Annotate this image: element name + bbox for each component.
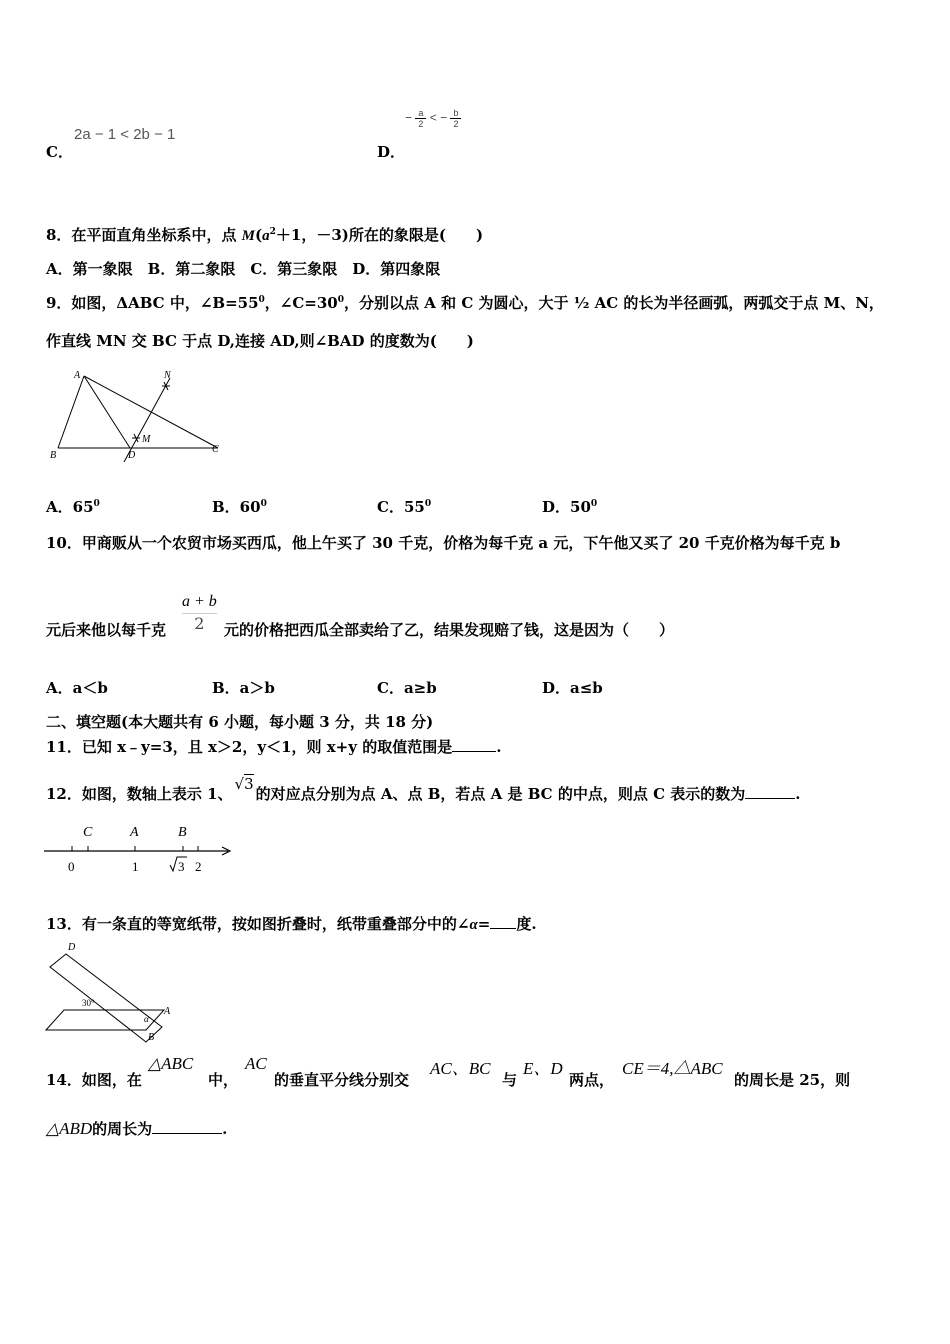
q9-option-b: B．$60^0$ — [212, 498, 267, 516]
q11-stem: 11．已知 x﹣y=3，且 x＞2，y＜1，则 x+y 的取值范围是 . — [46, 738, 502, 756]
q9-option-c: C．$55^0$ — [377, 498, 432, 516]
q12-tick-sqrt3: 3 — [178, 859, 185, 874]
section2-title: 二、填空题(本大题共有 6 小题，每小题 3 分，共 18 分) — [46, 713, 434, 731]
q14-e-d: E、D — [523, 1059, 563, 1078]
q12-stem: 12．如图，数轴上表示 1、√3的对应点分别为点 A、点 B，若点 A 是 BC 的中点，则点 C 表示的数为 . — [46, 775, 801, 803]
q13-stem: 13．有一条直的等宽纸带，按如图折叠时，纸带重叠部分中的∠α= 度. — [46, 915, 537, 933]
q14-ac-bc: AC、BC — [430, 1059, 491, 1078]
q14-text-4: 两点， — [569, 1071, 615, 1089]
q9-label-d: D — [128, 450, 136, 461]
q13-angle-alpha: α — [144, 1014, 149, 1024]
q14-ac: AC — [245, 1054, 267, 1073]
q13-label-a: A — [164, 1006, 171, 1017]
q14-answer-blank[interactable] — [152, 1133, 222, 1134]
q9-option-d: D．$50^0$ — [542, 498, 598, 516]
q13-fold-figure — [44, 938, 184, 1044]
q9-stem-line2: 作直线 MN 交 BC 于点 D,连接 AD,则∠BAD 的度数为( ) — [46, 332, 474, 350]
q7-option-d-label: D． — [377, 143, 406, 161]
q9-label-m: M — [142, 434, 151, 445]
q12-number-line — [44, 820, 234, 878]
q13-answer-blank[interactable] — [490, 928, 516, 929]
q8-stem: 8．在平面直角坐标系中，点 $M(a^2+1$，－3)所在的象限是( ) — [46, 226, 484, 244]
q14-text-2: 的垂直平分线分别交 — [274, 1071, 410, 1089]
q12-tick-1: 1 — [132, 859, 139, 874]
q10-option-b: B．a＞b — [212, 679, 275, 697]
q9-triangle-figure — [46, 366, 226, 464]
q14-number: 14．如图，在 — [46, 1071, 142, 1089]
q14-line2: △ABD的周长为 . — [46, 1119, 228, 1138]
q9-label-n: N — [164, 370, 171, 381]
q9-label-b: B — [50, 450, 57, 461]
q10-option-c: C．a≥b — [377, 679, 437, 697]
q7-option-c-label: C． — [46, 143, 73, 161]
q9-label-c: C — [212, 444, 219, 455]
q14-triangle-abc: △ABC — [148, 1054, 194, 1073]
q8-options: A．第一象限 B．第二象限 C．第三象限 D．第四象限 — [46, 260, 441, 278]
q11-answer-blank[interactable] — [452, 751, 496, 752]
q13-label-b: B — [148, 1032, 155, 1043]
q10-stem-line2-prefix: 元后来他以每千克 — [46, 621, 167, 639]
q12-axis-label-a: A — [130, 825, 139, 840]
q13-label-d: D — [68, 942, 76, 953]
q9-option-a: A．$65^0$ — [46, 498, 100, 516]
q14-text-1: 中， — [208, 1071, 239, 1089]
q10-stem-line2-suffix: 元的价格把西瓜全部卖给了乙，结果发现赔了钱，这是因为（ ） — [224, 621, 675, 639]
q14-text-5: 的周长是 25，则 — [734, 1071, 851, 1089]
q10-stem-line1: 10．甲商贩从一个农贸市场买西瓜，他上午买了 30 千克，价格为每千克 a 元，下午他又买了 20 千克价格为每千克 b — [46, 534, 841, 552]
q9-label-a: A — [74, 370, 81, 381]
q14-text-3: 与 — [502, 1071, 518, 1089]
q13-angle-30: 30° — [82, 998, 95, 1008]
q7-option-c-expr: 2a − 1 < 2b − 1 — [74, 126, 176, 143]
q12-sqrt3: √3 — [234, 775, 254, 793]
q7-option-d-expr: − $\frac{a}{2}$ < − $\frac{b}{2}$ — [405, 108, 461, 129]
q10-fraction: a + b 2 — [182, 593, 217, 633]
q14-condition: CE＝4,△ABC — [622, 1059, 723, 1078]
q12-answer-blank[interactable] — [745, 798, 795, 799]
q10-option-a: A．a＜b — [46, 679, 108, 697]
q12-axis-label-c: C — [83, 825, 93, 840]
q12-tick-2: 2 — [195, 859, 202, 874]
q10-option-d: D．a≤b — [542, 679, 603, 697]
q12-axis-label-b: B — [178, 825, 187, 840]
q9-stem-line1: 9．如图，ΔABC 中，$\angle B=55^0$，$\angle C=30^0$，分别以点 A 和 C 为圆心，大于 ½ AC 的长为半径画弧，两弧交于点 M、N， — [46, 294, 884, 312]
q12-tick-0: 0 — [68, 859, 75, 874]
